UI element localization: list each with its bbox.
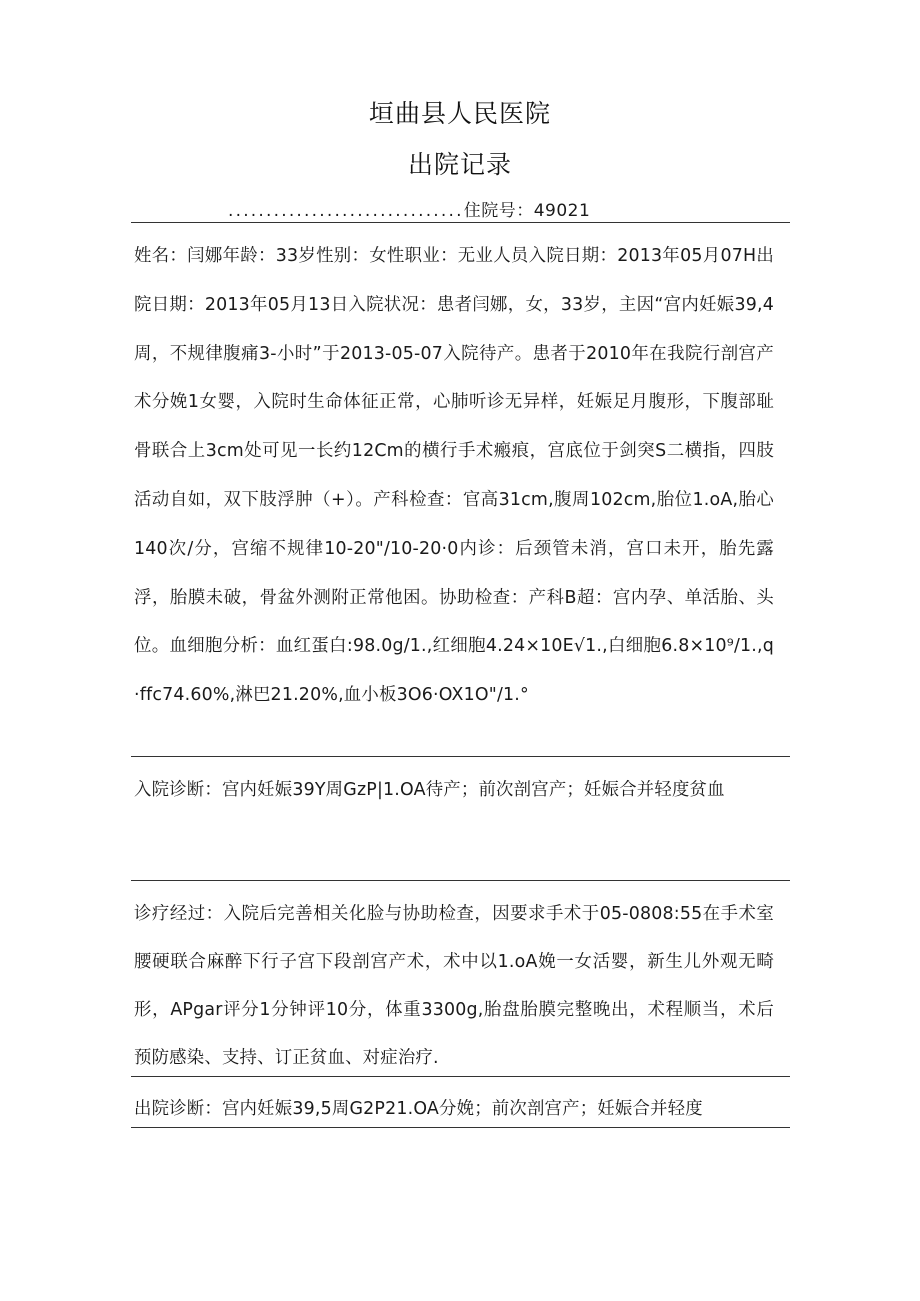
section-divider [131,1076,790,1077]
section-divider [131,756,790,757]
header-divider [131,222,790,223]
discharge-diagnosis-label: 出院诊断： [134,1099,222,1119]
treatment-course-label: 诊疗经过： [134,904,224,924]
document-title: 出院记录 [407,150,512,179]
patient-info-section [134,232,774,720]
treatment-course-section [134,890,774,1082]
leader-dots: ............................... [228,201,464,221]
admission-diagnosis-text: 宫内妊娠39Y周GzP|1.OA待产；前次剖宫产；妊娠合并轻度贫血 [221,780,725,800]
admission-number-value: 49021 [533,201,591,221]
admission-diagnosis-label: 入院诊断： [134,780,222,800]
admission-number-line [228,196,590,221]
discharge-diagnosis-section [134,1085,774,1133]
section-divider [131,880,790,881]
admission-diagnosis-section [134,766,774,815]
section-divider [131,1127,790,1128]
discharge-diagnosis-text: 宫内妊娠39,5周G2P21.OA分娩；前次剖宫产；妊娠合并轻度 [221,1099,703,1119]
admission-number-label: 住院号： [463,201,534,221]
hospital-name: 垣曲县人民医院 [368,99,551,128]
treatment-course-text: 入院后完善相关化脸与协助检查，因要求手术于05-0808:55在手术室腰硬联合麻醉下行子宫下段剖宫产术，术中以1.oA娩一女活婴，新生儿外观无畸形，APgar评分1分钟评10分，体重3300g,胎盘胎膜完整晚出，术程顺当，术后预防感染、支持、订正贫血、对症治疗. [134,904,774,1068]
patient-info-text: 姓名：闫娜年龄：33岁性别：女性职业：无业人员入院日期：2013年05月07H出院日期：2013年05月13日入院状况：患者闫娜，女，33岁，主因“宫内妊娠39,4周，不规律腹痛3-小时”于2013-05-07入院待产。患者于2010年在我院行剖宫产术分娩1女婴，入院时生命体征正常，心肺听诊无异样，妊娠足月腹形，下腹部耻骨联合上3cm处可见一长约12Cm的横行手术瘢痕，宫底位于剑突S二横指，四肢活动自如，双下肢浮肿（+）。产科检查：官高31cm,腹周102cm,胎位1.oA,胎心140次/分，宫缩不规律10-20"/10-20·0内诊：后颈管未消，宫口未开，胎先露浮，胎膜未破，骨盆外测附正常他困。协助检查：产科B超：宫内孕、单活胎、头位。血细胞分析：血红蛋白:98.0g/1.,红细胞4.24×10E√1.,白细胞6.8×10⁹/1.,q·ffc74.60%,淋巴21.20%,血小板3O6·OX1O"/1.° [134,246,774,706]
